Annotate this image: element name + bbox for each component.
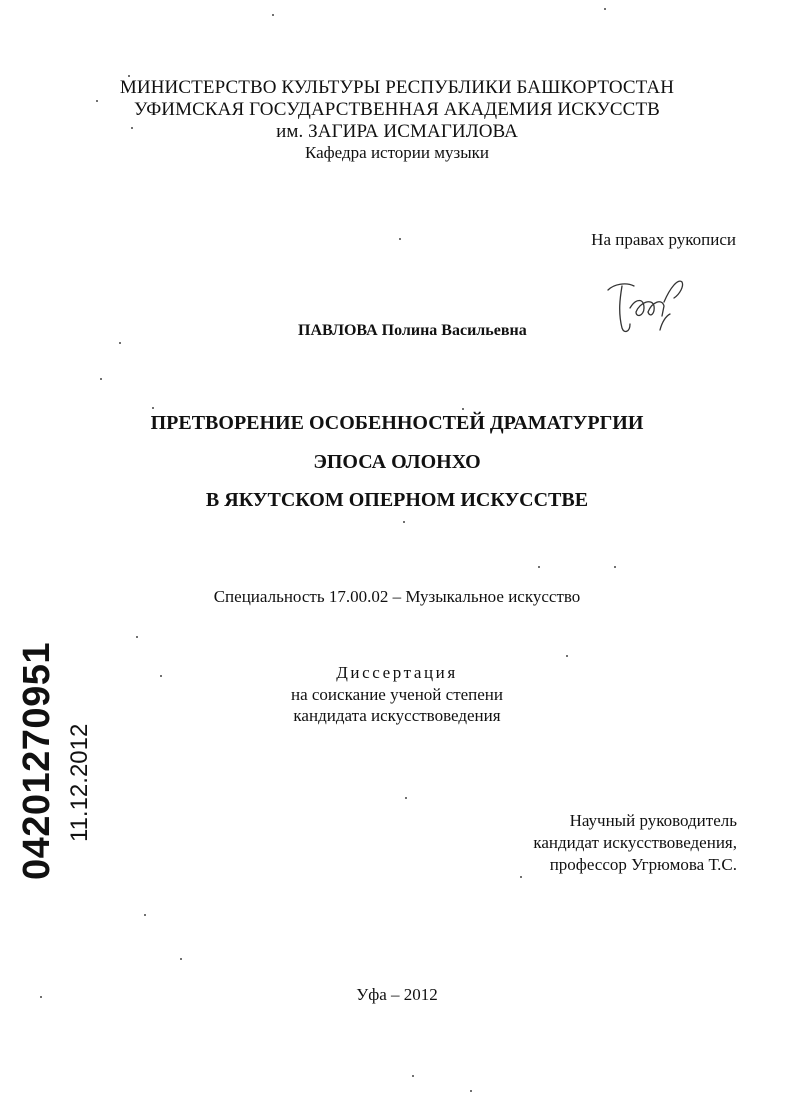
supervisor-role: Научный руководитель (569, 811, 737, 830)
handwritten-signature (600, 268, 700, 340)
scan-speck (470, 1090, 472, 1092)
title-line-3: В ЯКУТСКОМ ОПЕРНОМ ИСКУССТВЕ (205, 489, 589, 511)
scan-speck (100, 378, 102, 380)
scan-speck (144, 914, 146, 916)
scan-speck (136, 636, 138, 638)
scan-speck (405, 797, 407, 799)
city-year: Уфа – 2012 (356, 985, 438, 1004)
scan-speck (614, 566, 616, 568)
library-stamp-number: 04201270951 (16, 642, 58, 880)
author-name: ПАВЛОВА Полина Васильевна (298, 322, 527, 339)
scan-speck (520, 876, 522, 878)
title-line-1: ПРЕТВОРЕНИЕ ОСОБЕННОСТЕЙ ДРАМАТУРГИИ (150, 412, 644, 434)
scan-speck (399, 238, 401, 240)
specialty-line: Специальность 17.00.02 – Музыкальное искусство (213, 587, 581, 606)
scan-speck (412, 1075, 414, 1077)
scan-speck (403, 521, 405, 523)
department-line: Кафедра истории музыки (305, 143, 489, 162)
scan-speck (128, 75, 130, 77)
title-line-2: ЭПОСА ОЛОНХО (313, 451, 481, 473)
academy-line: УФИМСКАЯ ГОСУДАРСТВЕННАЯ АКАДЕМИЯ ИСКУССТВ (134, 99, 660, 120)
scan-speck (152, 407, 154, 409)
dissertation-label: Диссертация (336, 663, 458, 682)
scan-speck (604, 8, 606, 10)
scan-speck (96, 100, 98, 102)
scan-speck (272, 14, 274, 16)
scan-speck (40, 996, 42, 998)
ministry-line: МИНИСТЕРСТВО КУЛЬТУРЫ РЕСПУБЛИКИ БАШКОРТОСТАН (119, 77, 675, 98)
degree-line-2: кандидата искусствоведения (293, 706, 501, 725)
degree-line-1: на соискание ученой степени (290, 685, 504, 704)
supervisor-degree: кандидат искусствоведения, (533, 833, 737, 852)
scan-speck (462, 408, 464, 410)
scan-speck (131, 127, 133, 129)
scan-speck (566, 655, 568, 657)
manuscript-note: На правах рукописи (591, 230, 736, 249)
scan-speck (538, 566, 540, 568)
supervisor-name: профессор Угрюмова Т.С. (549, 855, 737, 874)
scan-speck (119, 342, 121, 344)
library-stamp-date: 11.12.2012 (66, 723, 93, 842)
scan-speck (180, 958, 182, 960)
scan-speck (160, 675, 162, 677)
named-after-line: им. ЗАГИРА ИСМАГИЛОВА (276, 121, 518, 142)
